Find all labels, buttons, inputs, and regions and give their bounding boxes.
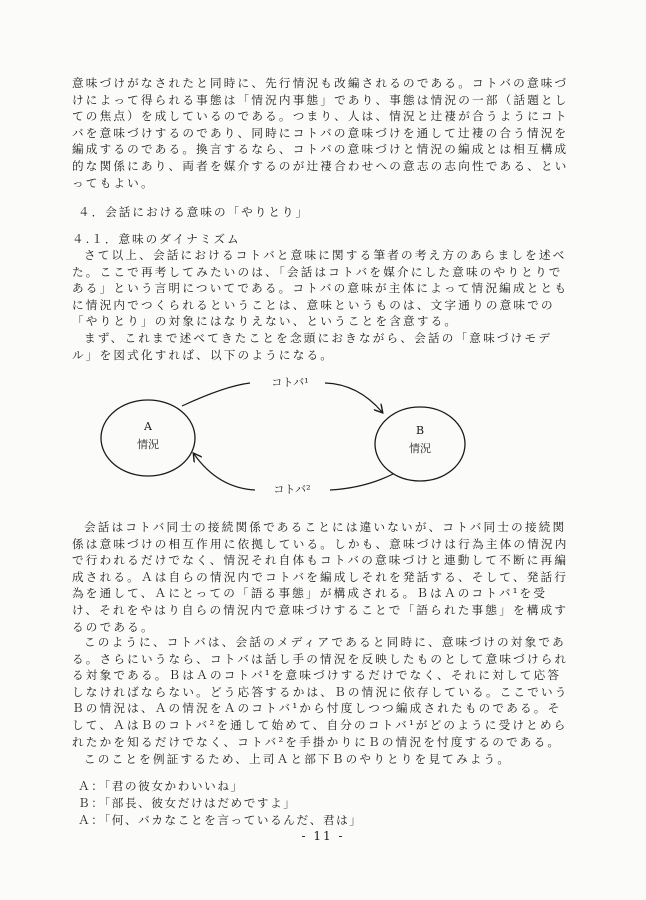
speaker-b-letter: B: [415, 424, 425, 437]
dialogue-speaker: Ａ：: [78, 813, 105, 827]
meaning-model-diagram: [90, 370, 510, 505]
dialogue-text: 「何、バカなことを言っているんだ、君は」: [104, 813, 363, 827]
arrow-top-right-segment: [325, 383, 382, 412]
arrow-top-label: コトバ¹: [271, 376, 309, 389]
paragraph-dynamics: さて以上、会話におけるコトバと意味に関する筆者の考え方のあらましを述べた。ここで再考してみたいのは、「会話はコトバを媒介にした意味のやりとりである」という言明についてである。コトバの意味が主体によって情況編成とともに情況内でつくられるということは、意味というものは、文字通りの意味での「やりとり」の対象にはなりえない、ということを含意する。: [72, 248, 569, 329]
dialogue-speaker: Ｂ：: [78, 796, 105, 810]
speaker-b-label: 情況: [409, 442, 431, 455]
subsection-heading-4-1: ４.１．意味のダイナミズム: [72, 232, 241, 246]
page-number: - 11 -: [301, 829, 345, 843]
paragraph-intro: 意味づけがなされたと同時に、先行情況も改編されるのである。コトバの意味づけによって得られる事態は「情況内事態」であり、事態は情況の一部（話題としての焦点）を成しているのである。つまり、人は、情況と辻褄が合うようにコトバを意味づけするのであり、同時にコトバの意味づけを通して辻褄の合う情況を編成するのである。換言するなら、コトバの意味づけと情況の編成とは相互構成的な関係にあり、両者を媒介するのが辻褄合わせへの意志の志向性である、といってもよい。: [72, 76, 569, 190]
arrow-bottom-left-segment: [194, 454, 255, 490]
paragraph-example-intro: このことを例証するため、上司Ａと部下Ｂのやりとりを見てみよう。: [84, 752, 512, 766]
section-heading-4: ４．会話における意味の「やりとり」: [78, 205, 310, 219]
dialogue-speaker: Ａ：: [78, 779, 105, 793]
dialogue-text: 「部長、彼女だけはだめですよ」: [104, 796, 297, 810]
dialogue-line: [78, 812, 362, 828]
arrow-bottom-label: コトバ²: [273, 483, 311, 496]
paragraph-interaction: 会話はコトバ同士の接続関係であることには違いないが、コトバ同士の接続関係は意味づけの相互作用に依拠している。しかも、意味づけは行為主体の情況内で行われるだけでなく、情況それ自体もコトバの意味づけと連動して不断に再編成される。Ａは自らの情況内でコトバを編成しそれを発話する、そして、発話行為を通して、Ａにとっての「語る事態」が構成される。ＢはＡのコトバ¹を受け、それをやはり自らの情況内で意味づけすることで「語られた事態」を構成するのである。: [72, 520, 569, 634]
dialogue-line: [78, 778, 244, 794]
speaker-a-label: 情況: [137, 438, 159, 451]
dialogue-line: [78, 795, 297, 811]
paragraph-media: このように、コトバは、会話のメディアであると同時に、意味づけの対象である。さらにいうなら、コトバは話し手の情況を反映したものとして意味づけられる対象である。ＢはＡのコトバ¹を意味づけするだけでなく、それに対して応答しなければならない。どう応答するかは、Ｂの情況に依存している。ここでいうＢの情況は、Ａの情況をＡのコトバ¹から忖度しつつ編成されたものである。そして、ＡはＢのコトバ²を通して始めて、自分のコトバ¹がどのように受けとめられたかを知るだけでなく、コトバ²を手掛かりにＢの情況を忖度するのである。: [72, 635, 569, 749]
arrow-bottom-right-segment: [330, 474, 393, 490]
arrow-top-left-segment: [182, 383, 250, 406]
dialogue-text: 「君の彼女かわいいね」: [104, 779, 244, 793]
speaker-a-letter: A: [144, 420, 152, 433]
paragraph-model-intro: まず、これまで述べてきたことを念頭におきながら、会話の「意味づけモデル」を図式化すれば、以下のようになる。: [72, 331, 553, 362]
